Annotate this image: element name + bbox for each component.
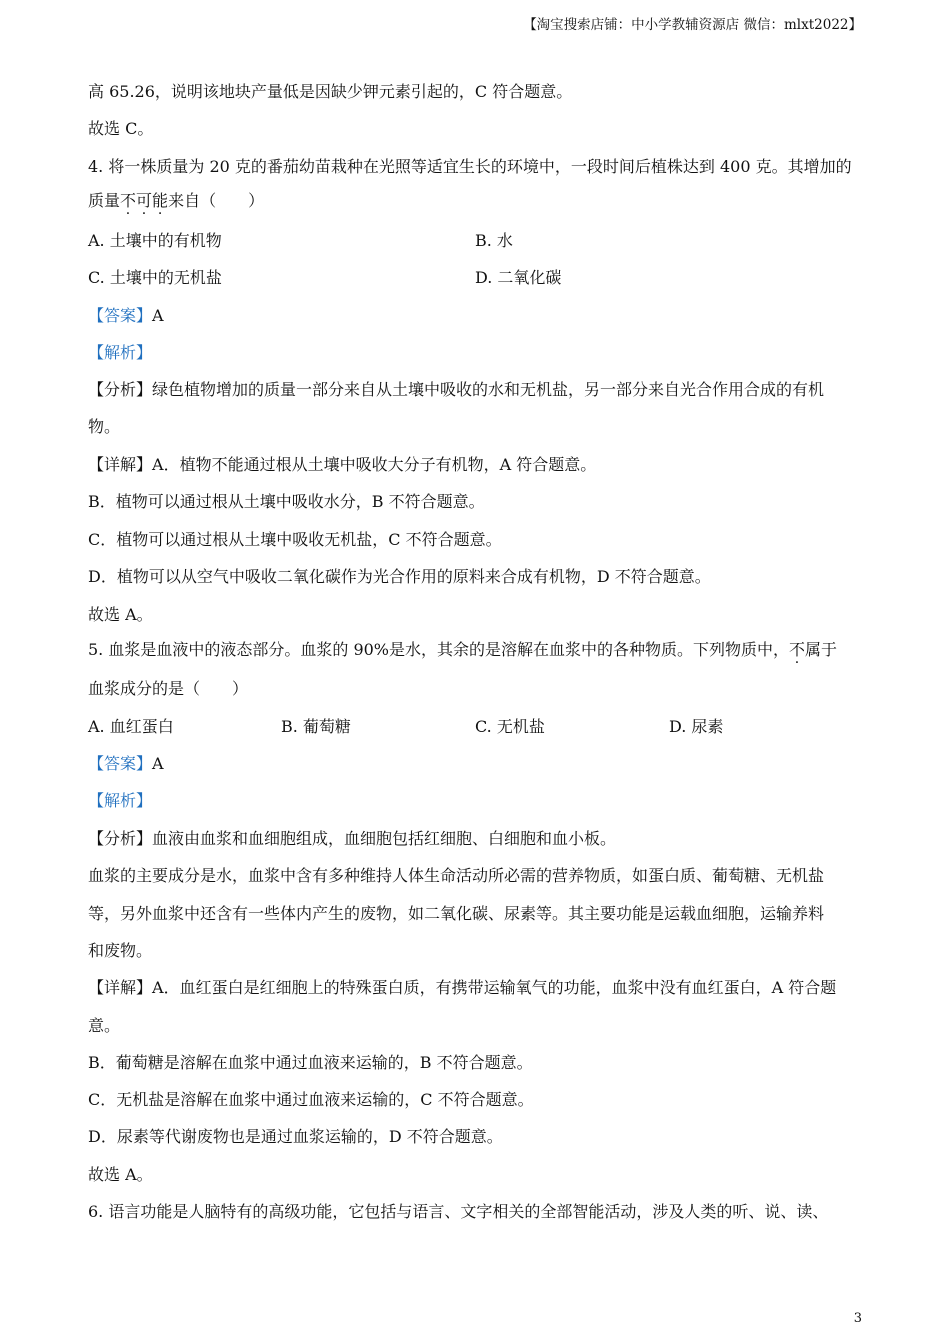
q5-fenxi-line2: 血浆的主要成分是水，血浆中含有多种维持人体生命活动所必需的营养物质，如蛋白质、葡萄糖、无机盐: [88, 866, 825, 885]
q4-option-b: B. 水: [475, 231, 513, 250]
q4-choose: 故选 A。: [88, 605, 153, 624]
q5-fenxi-line3: 等，另外血浆中还含有一些体内产生的废物，如二氧化碳、尿素等。其主要功能是运载血细胞，运输养料: [88, 904, 825, 923]
q5-xiangjie-d: D．尿素等代谢废物也是通过血浆运输的，D 不符合题意。: [88, 1127, 503, 1146]
q5-xiangjie-c: C．无机盐是溶解在血浆中通过血液来运输的，C 不符合题意。: [88, 1090, 534, 1109]
q4-fenxi-line1: [88, 380, 824, 400]
q4-stem-post: 来自（ ）: [168, 191, 265, 210]
page-number: 3: [853, 1311, 862, 1326]
q4-stem-line1: 4. 将一株质量为 20 克的番茄幼苗栽种在光照等适宜生长的环境中，一段时间后植株达到 400 克。其增加的: [88, 157, 852, 176]
q5-stem-line1: [88, 640, 837, 660]
q4-stem-line2: [88, 191, 264, 211]
q4-fenxi-line2: 物。: [88, 417, 121, 436]
q5-answer: [88, 754, 164, 774]
page-header: 【淘宝搜索店铺：中小学教辅资源店 微信：mlxt2022】: [523, 17, 862, 33]
q5-xiangjie-a2: 意。: [88, 1016, 121, 1035]
q5-xiangjie-b: B．葡萄糖是溶解在血浆中通过血液来运输的，B 不符合题意。: [88, 1053, 533, 1072]
xiangjie-tag: 【详解】: [88, 455, 153, 474]
q4-answer: [88, 306, 164, 326]
q5-fenxi-line4: 和废物。: [88, 941, 153, 960]
q6-stem-line1: 6. 语言功能是人脑特有的高级功能，它包括与语言、文字相关的全部智能活动，涉及人类的听、说、读、: [88, 1202, 829, 1221]
q5-option-c: C. 无机盐: [475, 717, 545, 736]
q5-stem-pre: 5. 血浆是血液中的液态部分。血浆的 90%是水，其余的是溶解在血浆中的各种物质。下列物质中，: [88, 640, 790, 659]
q5-option-a: A. 血红蛋白: [88, 717, 174, 736]
answer-value: A: [152, 754, 164, 773]
q4-stem-pre: 质量: [88, 191, 121, 210]
q5-stem-post: 属于: [805, 640, 838, 659]
q5-stem-line2: 血浆成分的是（ ）: [88, 679, 249, 698]
prev-choose: 故选 C。: [88, 119, 154, 138]
q5-option-d: D. 尿素: [669, 717, 724, 736]
q5-choose: 故选 A。: [88, 1165, 153, 1184]
xiangjie-text: A．植物不能通过根从土壤中吸收大分子有机物，A 符合题意。: [152, 455, 597, 474]
prev-continuation: 高 65.26，说明该地块产量低是因缺少钾元素引起的，C 符合题意。: [88, 82, 573, 101]
emphasis-char: 不: [120, 191, 137, 210]
emphasis-char: 能: [152, 191, 169, 210]
fenxi-tag: 【分析】: [88, 829, 153, 848]
q4-xiangjie-c: C．植物可以通过根从土壤中吸收无机盐，C 不符合题意。: [88, 530, 502, 549]
answer-tag: 【答案】: [88, 306, 153, 325]
q5-option-b: B. 葡萄糖: [281, 717, 351, 736]
q5-analysis-tag: 【解析】: [88, 791, 153, 810]
answer-value: A: [152, 306, 164, 325]
q5-fenxi-line1: [88, 829, 616, 849]
q4-xiangjie-b: B．植物可以通过根从土壤中吸收水分，B 不符合题意。: [88, 492, 485, 511]
q5-xiangjie-a1: [88, 978, 836, 998]
fenxi-text: 绿色植物增加的质量一部分来自从土壤中吸收的水和无机盐，另一部分来自光合作用合成的有机: [152, 380, 825, 399]
emphasis-char: 不: [789, 640, 806, 659]
q4-option-d: D. 二氧化碳: [475, 268, 562, 287]
q4-option-c: C. 土壤中的无机盐: [88, 268, 222, 287]
xiangjie-text: A．血红蛋白是红细胞上的特殊蛋白质，有携带运输氧气的功能，血浆中没有血红蛋白，A 符合题: [152, 978, 837, 997]
q4-option-a: A. 土壤中的有机物: [88, 231, 222, 250]
fenxi-tag: 【分析】: [88, 380, 153, 399]
q4-xiangjie-d: D．植物可以从空气中吸收二氧化碳作为光合作用的原料来合成有机物，D 不符合题意。: [88, 567, 711, 586]
q4-xiangjie-a: [88, 455, 596, 475]
q4-analysis-tag: 【解析】: [88, 343, 153, 362]
xiangjie-tag: 【详解】: [88, 978, 153, 997]
fenxi-text: 血液由血浆和血细胞组成，血细胞包括红细胞、白细胞和血小板。: [152, 829, 617, 848]
answer-tag: 【答案】: [88, 754, 153, 773]
emphasis-char: 可: [136, 191, 153, 210]
